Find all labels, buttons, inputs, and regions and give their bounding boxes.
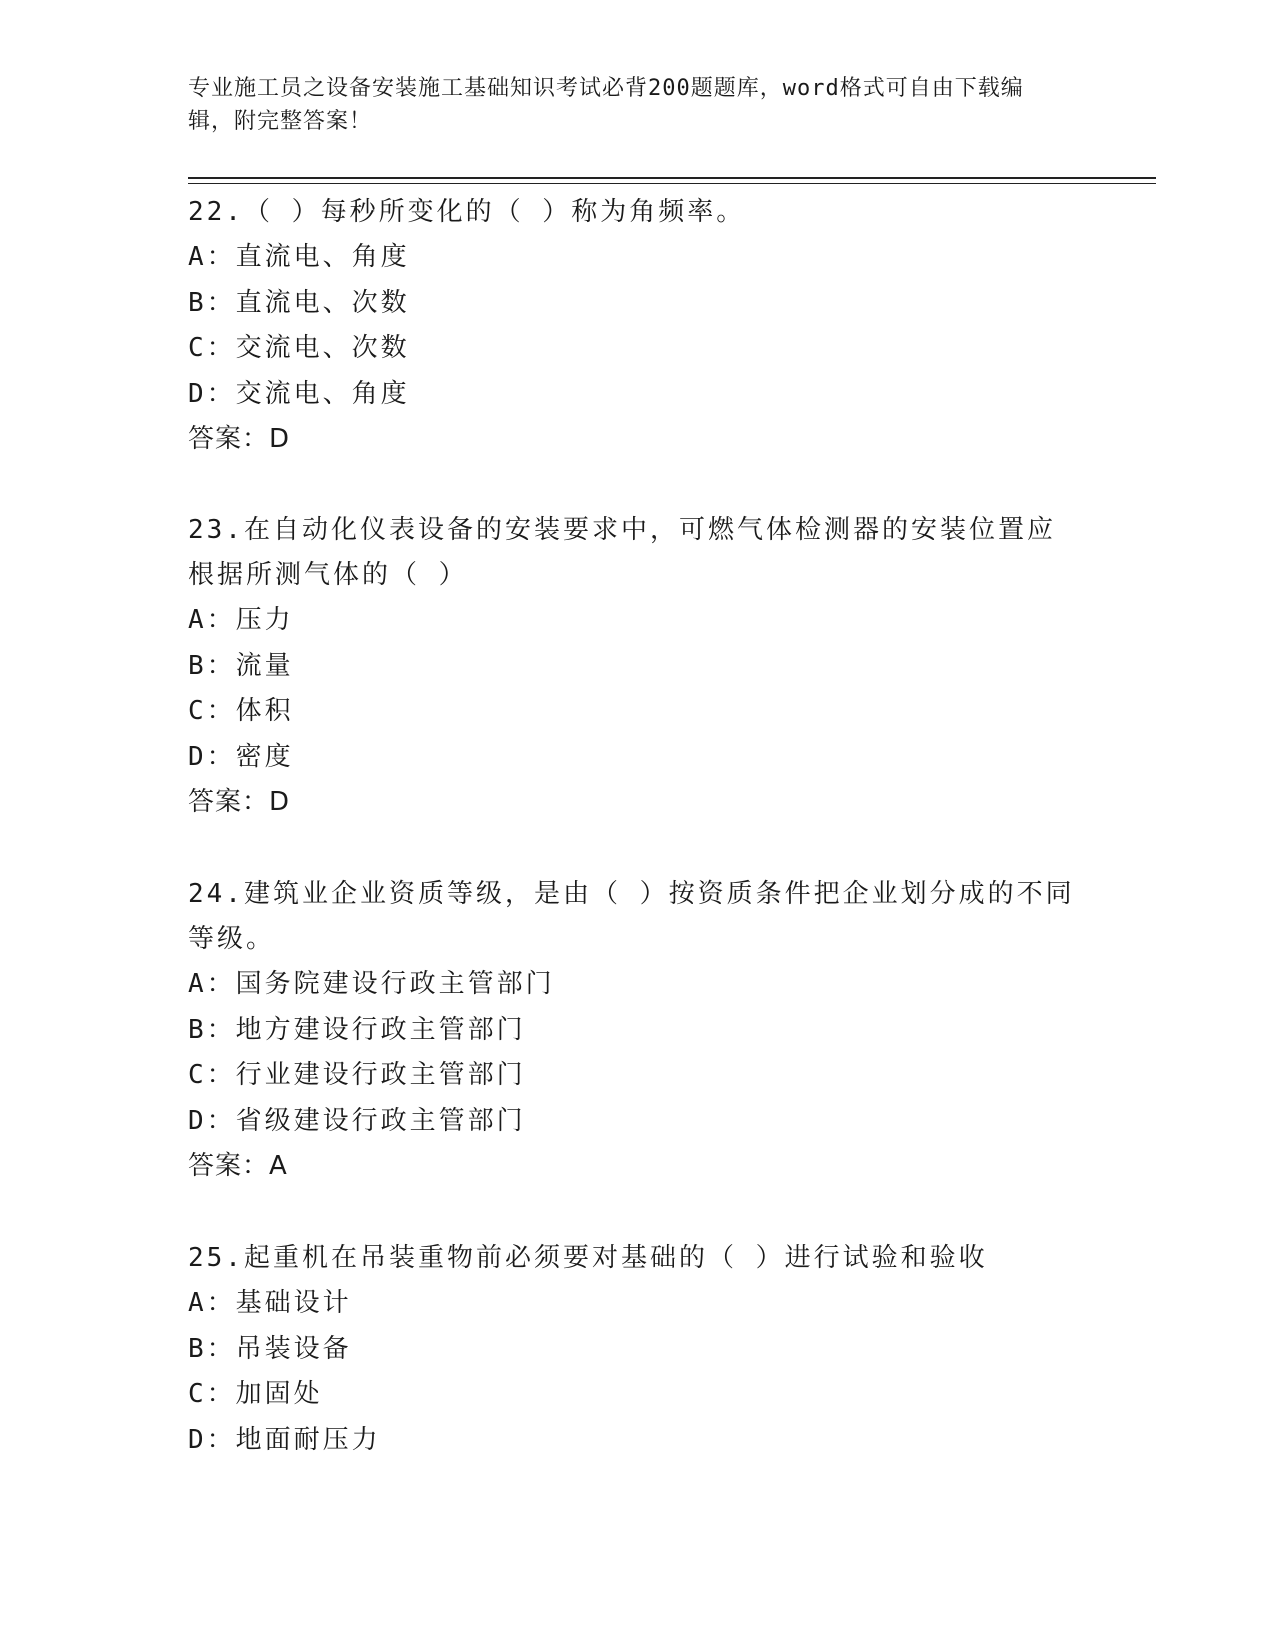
option-a: A：直流电、角度	[188, 242, 410, 272]
option-c: C：加固处	[188, 1379, 323, 1409]
option-c: C：体积	[188, 696, 294, 726]
option-d: D：地面耐压力	[188, 1424, 381, 1455]
answer: 答案：D	[188, 787, 291, 817]
option-b: B：流量	[188, 650, 294, 681]
header-rule-thick	[188, 177, 1156, 179]
option-c: C：交流电、次数	[188, 333, 410, 363]
question-23	[188, 508, 1078, 826]
answer: 答案：D	[188, 424, 291, 454]
option-a: A：国务院建设行政主管部门	[188, 969, 555, 999]
option-d: D：密度	[188, 741, 294, 772]
option-b: B：直流电、次数	[188, 287, 410, 318]
answer: 答案：A	[188, 1151, 288, 1181]
document-header: 专业施工员之设备安装施工基础知识考试必背200题题库，word格式可自由下载编辑，附完整答案！	[188, 76, 1024, 134]
option-a: A：压力	[188, 605, 294, 635]
option-b: B：吊装设备	[188, 1333, 352, 1364]
header-rule-thin	[188, 183, 1156, 184]
question-stem: 22.（ ）每秒所变化的（ ）称为角频率。	[188, 197, 746, 227]
option-d: D：省级建设行政主管部门	[188, 1105, 526, 1136]
option-d: D：交流电、角度	[188, 378, 410, 409]
question-stem: 23.在自动化仪表设备的安装要求中，可燃气体检测器的安装位置应根据所测气体的（ ）	[188, 515, 1056, 590]
question-stem: 25.起重机在吊装重物前必须要对基础的（ ）进行试验和验收	[188, 1243, 988, 1273]
question-24	[188, 872, 1078, 1190]
question-25	[188, 1236, 1078, 1463]
question-22	[188, 190, 1078, 463]
option-c: C：行业建设行政主管部门	[188, 1060, 526, 1090]
option-a: A：基础设计	[188, 1288, 352, 1318]
option-b: B：地方建设行政主管部门	[188, 1014, 526, 1045]
question-stem: 24.建筑业企业资质等级，是由（ ）按资质条件把企业划分成的不同等级。	[188, 879, 1075, 954]
